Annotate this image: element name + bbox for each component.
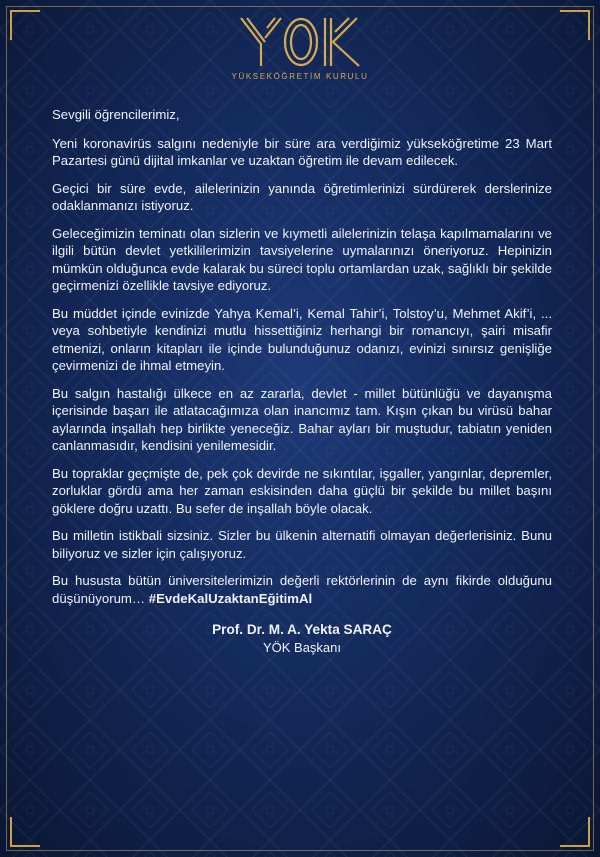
paragraph: Bu milletin istikbali sizsiniz. Sizler bu ülkenin alternatifi olmayan değerlerisiniz. Bunu biliyoruz ve sizler için çalışıyoruz. [52,528,552,561]
paragraph: Geleceğimizin teminatı olan sizlerin ve kıymetli ailelerinizin telaşa kapılmamalarını ve ilgili bütün devlet yetkililerimizin tavsiyelerine uymalarınızı öneriyoruz. Hepinizin mümkün olduğunca evde kalarak bu süreci toplu ortamlardan uzak, sağlıklı bir şekilde geçirmenizi özellikle tavsiye ediyoruz. [52,225,552,293]
corner-ornament [560,817,590,847]
hashtag: #EvdeKalUzaktanEğitimAl [148,590,313,606]
yok-logo-mark [235,14,365,70]
paragraph: Bu topraklar geçmişte de, pek çok devirde ne sıkıntılar, işgaller, yangınlar, depremler, zorluklar gördü ama her zaman eskisinden daha güçlü bir şekilde bu millet başını göklere doğru uzattı. Bu sefer de inşallah böyle olacak. [52,465,552,516]
paragraph: Geçici bir süre evde, ailelerinizin yanında öğretimlerinizi sürdürerek derslerinize odaklanmanızı istiyoruz. [52,180,552,213]
paragraph: Bu müddet içinde evinizde Yahya Kemal’i, Kemal Tahir’i, Tolstoy’u, Mehmet Akif’i, ... veya sohbetiyle kendinizi mutlu hissettiğiniz herhangi bir romancıyı, şairi misafir etmenizi, onların kitapları ile içinde bulunduğunuz odanızı, evinizi sınırsız genişliğe çevirmenizi de ihmal etmeyin. [52,305,552,373]
closing-paragraph [52,572,552,607]
paragraph: Bu salgın hastalığı ülkece en az zararla, devlet - millet bütünlüğü ve dayanışma içerisinde başarı ile atlatacağımıza olan inancımız tam. Kışın çıkan bu virüsü bahar aylarında inşallah hep birlikte yeneceğiz. Bahar ayları bir muştudur, tabiatın yeniden canlanmasıdır, kendisini yenilemesidir. [52,385,552,453]
signature-block [52,621,552,657]
paragraph: Yeni koronavirüs salgını nedeniyle bir süre ara verdiğimiz yükseköğretime 23 Mart Pazartesi günü dijital imkanlar ve uzaktan öğretim ile devam edilecek. [52,135,552,168]
closing-text: Bu hususta bütün üniversitelerimizin değerli rektörlerinin de aynı fikirde olduğunu düşünüyorum… [52,573,552,606]
logo-caption: YÜKSEKÖĞRETİM KURULU [231,72,369,81]
signatory-name: Prof. Dr. M. A. Yekta SARAÇ [212,622,392,637]
corner-ornament [10,817,40,847]
letter-body [52,106,552,657]
yok-logo [0,14,600,81]
signatory-title: YÖK Başkanı [262,640,342,655]
greeting: Sevgili öğrencilerimiz, [52,107,180,122]
